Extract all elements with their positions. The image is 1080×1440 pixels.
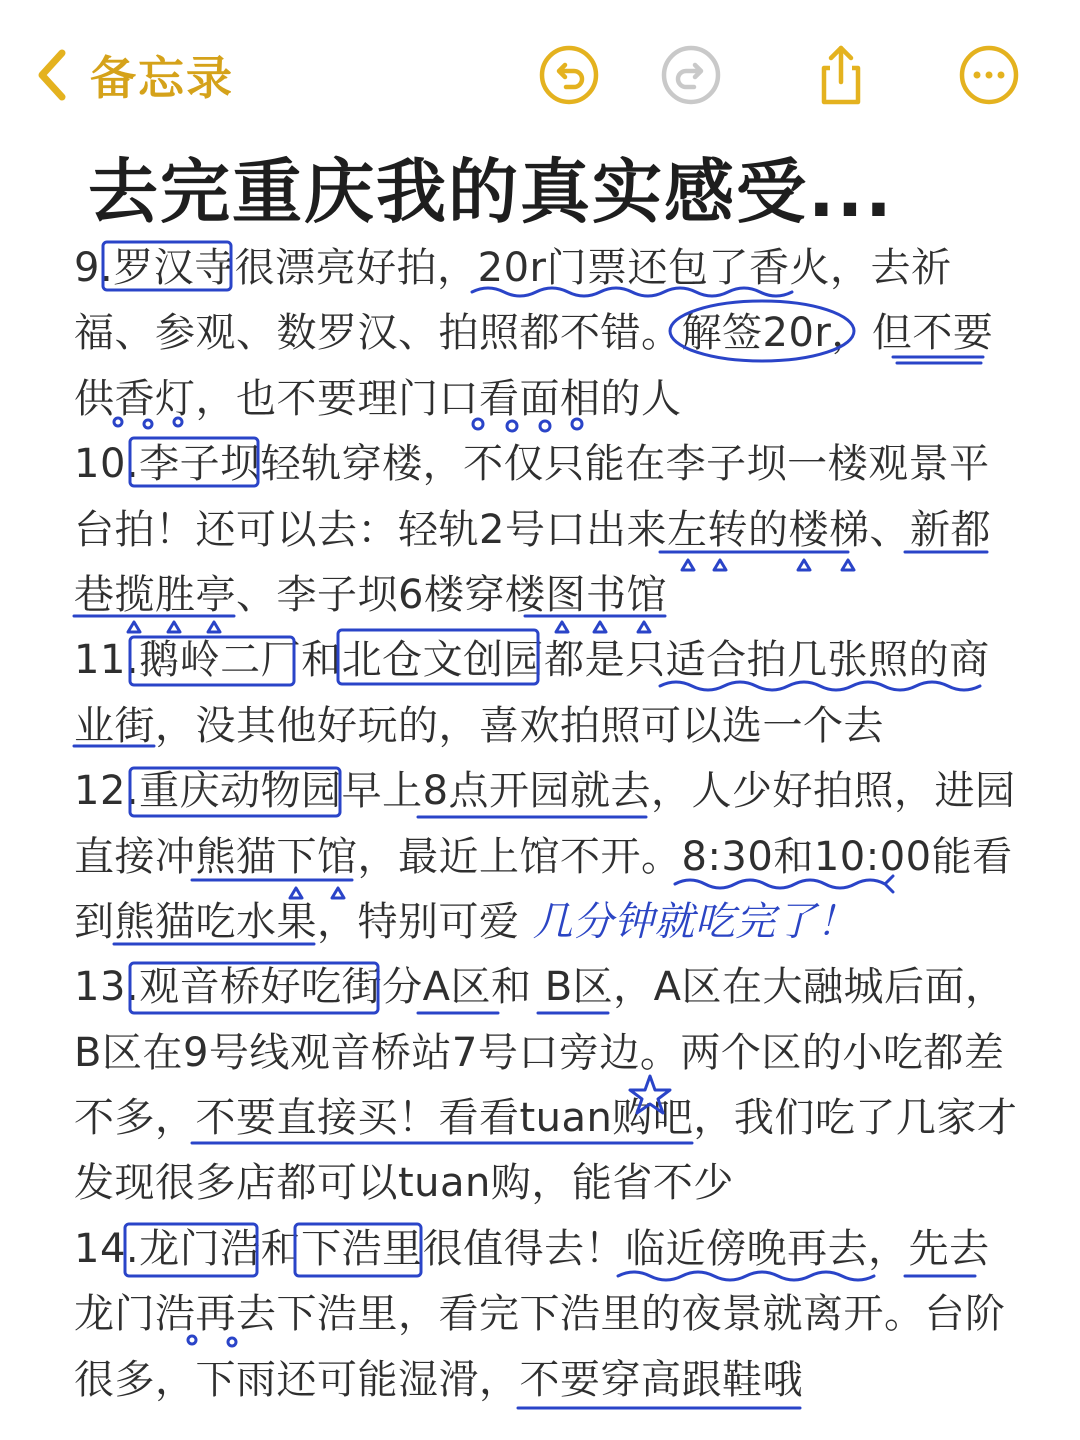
- note-line: 10.李子坝轻轨穿楼，不仅只能在李子坝一楼观景平: [74, 441, 990, 488]
- redo-icon: [660, 44, 722, 106]
- note-line: [74, 890, 1014, 955]
- navigation-bar: [0, 0, 1080, 150]
- note-line-text: 到熊猫吃水果，特别可爱: [74, 898, 520, 945]
- note-line: 供香灯，也不要理门口看面相的人: [74, 375, 682, 422]
- note-line: 很多，下雨还可能湿滑，不要穿高跟鞋哦: [74, 1356, 803, 1403]
- note-line: 发现很多店都可以tuan购，能省不少: [74, 1160, 734, 1207]
- share-button[interactable]: [810, 44, 872, 106]
- more-button[interactable]: [958, 44, 1020, 106]
- more-icon: [958, 44, 1020, 106]
- note-title[interactable]: 去完重庆我的真实感受...: [88, 151, 894, 233]
- note-line: 12.重庆动物园早上8点开园就去，人少好拍照，进园: [74, 768, 1016, 815]
- note-line: B区在9号线观音桥站7号口旁边。两个区的小吃都差: [74, 1029, 1005, 1076]
- redo-button[interactable]: [660, 44, 722, 106]
- handwritten-note: 几分钟就吃完了！: [532, 898, 857, 945]
- note-line: 巷揽胜亭、李子坝6楼穿楼图书馆: [74, 571, 667, 618]
- undo-button[interactable]: [538, 44, 600, 106]
- chevron-left-icon: [30, 45, 74, 105]
- note-line: 龙门浩再去下浩里，看完下浩里的夜景就离开。台阶: [74, 1291, 1006, 1338]
- note-line: 11.鹅岭二厂和北仓文创园都是只适合拍几张照的商: [74, 637, 990, 684]
- note-line: 台拍！还可以去：轻轨2号口出来左转的楼梯、新都: [74, 506, 991, 553]
- note-line: 9.罗汉寺很漂亮好拍，20r门票还包了香火，去祈: [74, 245, 952, 291]
- note-line: 直接冲熊猫下馆，最近上馆不开。8:30和10:00能看: [74, 833, 1013, 880]
- note-line: 13.观音桥好吃街分A区和 B区，A区在大融城后面，: [74, 964, 1006, 1011]
- note-line: 福、参观、数罗汉、拍照都不错。解签20r，但不要: [74, 310, 994, 357]
- note-line: 14.龙门浩和下浩里很值得去！临近傍晚再去，先去: [74, 1225, 990, 1272]
- undo-icon: [538, 44, 600, 106]
- note-line: 不多，不要直接买！看看tuan购吧，我们吃了几家才: [74, 1095, 1018, 1142]
- share-icon: [810, 44, 872, 106]
- back-button[interactable]: [30, 40, 234, 110]
- note-line: 业街，没其他好玩的，喜欢拍照可以选一个去: [74, 702, 884, 749]
- note-body[interactable]: [74, 236, 1018, 1413]
- back-label: 备忘录: [90, 51, 234, 105]
